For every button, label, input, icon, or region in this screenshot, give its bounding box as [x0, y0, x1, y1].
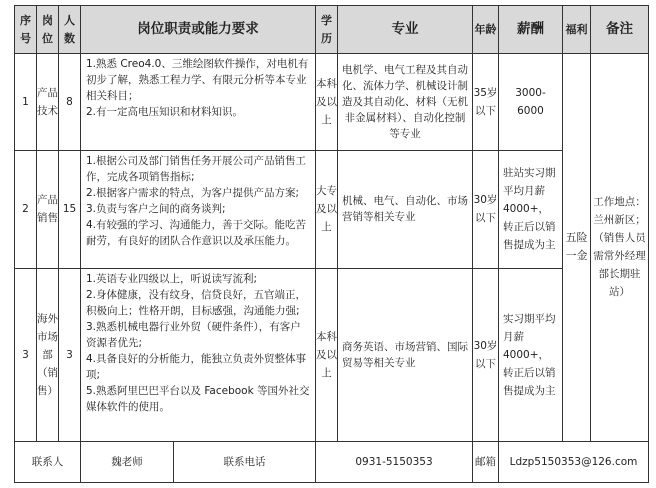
row-age: 30岁以下	[473, 150, 499, 268]
requirement-item: 2.身体健康，没有纹身，信贷良好，五官端正，积极向上；性格开朗，目标感强，沟通能力强;	[86, 289, 307, 318]
row-age: 35岁以下	[473, 54, 499, 150]
header-count: 人数	[59, 6, 81, 54]
row-position: 海外市场部（销售）	[37, 269, 59, 442]
phone-value: 0931-5150353	[316, 441, 473, 482]
header-salary: 薪酬	[499, 6, 563, 54]
requirement-item: 4.有较强的学习、沟通能力，善于交际。能吃苦耐劳，有良好的团队合作意识以及承压能力。	[86, 218, 307, 247]
phone-label: 联系电话	[223, 456, 266, 469]
row-seq: 3	[15, 269, 37, 442]
header-remarks: 备注	[591, 6, 649, 54]
header-education: 学历	[316, 6, 338, 54]
row-seq: 2	[15, 150, 37, 268]
row-count: 3	[59, 269, 81, 442]
requirement-item: 1.英语专业四级以上，听说读写流利;	[86, 273, 258, 286]
row-major: 机械、电气、自动化、市场营销等相关专业	[338, 150, 473, 268]
row-seq: 1	[15, 54, 37, 150]
header-age: 年龄	[473, 6, 499, 54]
requirement-item: 1.熟悉 Creo4.0、三维绘图软件操作，对电机有初步了解，熟悉工程力学、有限元分析等本专业相关科目；	[86, 58, 309, 103]
row-count: 15	[59, 150, 81, 268]
row-salary: 实习期平均月薪4000+，转正后以销售提成为主	[499, 269, 563, 442]
row-requirements	[81, 269, 316, 442]
contact-split-inner	[81, 442, 315, 482]
header-seq: 序号	[15, 6, 37, 54]
row-salary: 3000-6000	[499, 54, 563, 150]
row-education: 本科及以上	[316, 54, 338, 150]
contact-label: 联系人	[15, 441, 81, 482]
requirement-item: 2.有一定高电压知识和材料知识。	[86, 106, 244, 119]
row-major: 商务英语、市场营销、国际贸易等相关专业	[338, 269, 473, 442]
row-requirements	[81, 150, 316, 268]
row-requirements	[81, 54, 316, 150]
remarks-cell: 工作地点：兰州新区；（销售人员需常外经理部长期驻站）	[591, 54, 649, 442]
recruitment-table	[14, 5, 649, 483]
requirement-item: 1.根据公司及部门销售任务开展公司产品销售工作，完成各项销售指标;	[86, 154, 307, 183]
row-position: 产品技术	[37, 54, 59, 150]
requirement-item: 3.负责与客户之间的商务谈判;	[86, 202, 226, 215]
row-count: 8	[59, 54, 81, 150]
contact-value: 魏老师	[81, 442, 174, 482]
requirement-item: 2.根据客户需求的特点，为客户提供产品方案;	[86, 186, 300, 199]
row-age: 30岁以下	[473, 269, 499, 442]
row-position: 产品销售	[37, 150, 59, 268]
header-row	[15, 6, 649, 54]
header-major: 专业	[338, 6, 473, 54]
job-row	[15, 269, 649, 442]
contact-split	[81, 441, 316, 482]
row-major: 电机学、电气工程及其自动化、流体力学、机械设计制造及其自动化、材料（无机非金属材料）、自动化控制等专业	[338, 54, 473, 150]
header-position: 岗位	[37, 6, 59, 54]
requirement-item: 5.熟悉阿里巴巴平台以及 Facebook 等国外社交媒体软件的使用。	[86, 385, 310, 414]
row-education: 本科及以上	[316, 269, 338, 442]
email-label: 邮箱	[473, 441, 499, 482]
row-education: 大专及以上	[316, 150, 338, 268]
requirement-item: 4.具备良好的分析能力，能独立负责外贸整体事项;	[86, 353, 307, 382]
header-benefits: 福利	[563, 6, 591, 54]
email-value: Ldzp5150353@126.com	[499, 441, 649, 482]
job-row	[15, 150, 649, 268]
row-salary: 驻站实习期平均月薪4000+，转正后以销售提成为主	[499, 150, 563, 268]
requirement-item: 3.熟悉机械电器行业外贸（硬件条件），有客户资源者优先;	[86, 321, 301, 350]
header-requirements: 岗位职责或能力要求	[81, 6, 316, 54]
benefits-cell: 五险一金	[563, 54, 591, 442]
contact-row	[15, 441, 649, 482]
job-row	[15, 54, 649, 150]
